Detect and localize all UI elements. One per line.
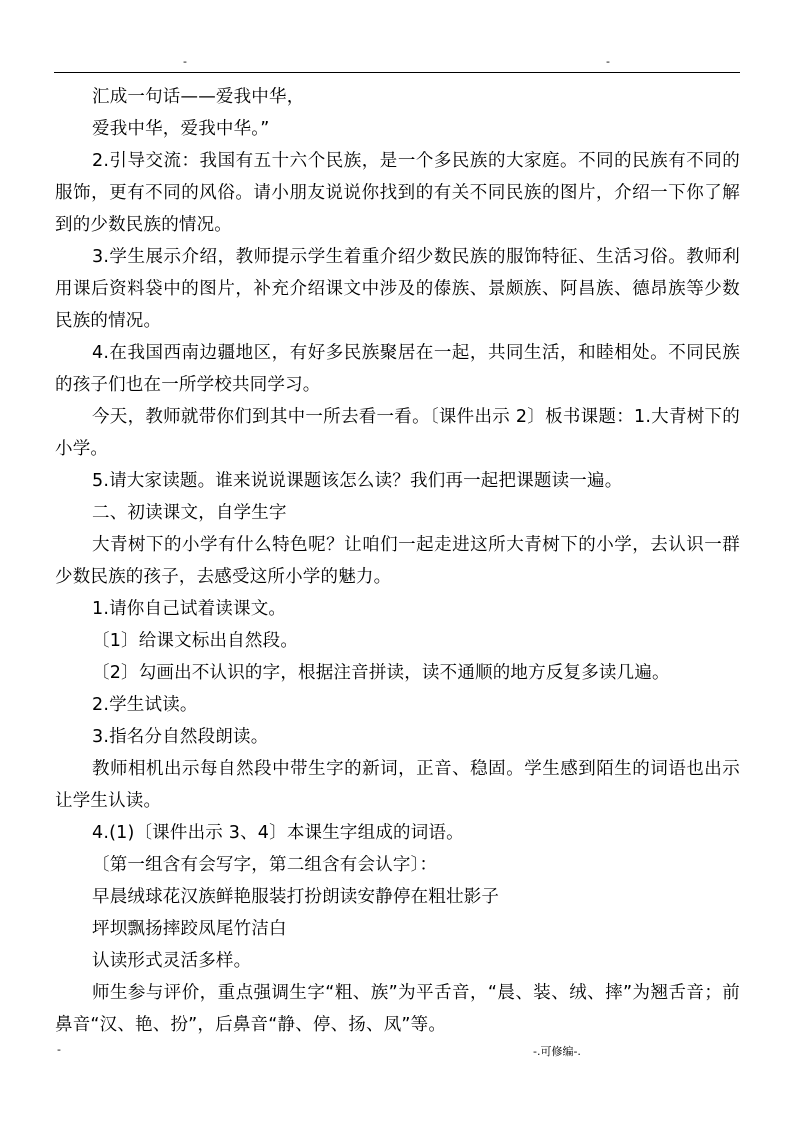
paragraph: 汇成一句话——爱我中华， — [92, 87, 305, 107]
paragraph: 认读形式灵活多样。 — [92, 951, 252, 971]
paragraph: 3.学生展示介绍，教师提示学生着重介绍少数民族的服饰特征、生活习俗。教师利用课后资料袋中的图片，补充介绍课文中涉及的傣族、景颇族、阿昌族、德昂族等少数民族的情况。 — [55, 247, 740, 331]
footer-editable-note: -.可修编-. — [533, 1045, 581, 1058]
paragraph: 1.请你自己试着读课文。 — [92, 599, 287, 619]
header-divider — [54, 72, 740, 73]
paragraph: 〔1〕给课文标出自然段。 — [92, 631, 299, 651]
header-right-mark: - — [606, 55, 610, 68]
word-list: 早晨绒球花汉族鲜艳服装打扮朗读安静停在粗壮影子 — [92, 887, 500, 907]
footer-left-mark: - — [57, 1043, 61, 1056]
section-heading: 二、初读课文，自学生字 — [92, 503, 287, 523]
paragraph: 〔第一组含有会写字，第二组含有会认字〕： — [92, 855, 438, 875]
paragraph: 5.请大家读题。谁来说说课题该怎么读？我们再一起把课题读一遍。 — [92, 471, 623, 491]
paragraph: 教师相机出示每自然段中带生字的新词，正音、稳固。学生感到陌生的词语也出示让学生认读。 — [55, 759, 740, 811]
word-list: 坪坝飘扬摔跤凤尾竹洁白 — [92, 919, 287, 939]
paragraph: 大青树下的小学有什么特色呢？让咱们一起走进这所大青树下的小学，去认识一群少数民族的孩子，去感受这所小学的魅力。 — [55, 535, 740, 587]
paragraph: 4.(1)〔课件出示 3、4〕本课生字组成的词语。 — [92, 823, 464, 843]
paragraph: 师生参与评价，重点强调生字“粗、族”为平舌音，“晨、装、绒、摔”为翘舌音；前鼻音“汉、艳、扮”，后鼻音“静、停、扬、凤”等。 — [55, 983, 740, 1035]
paragraph: 〔2〕勾画出不认识的字，根据注音拼读，读不通顺的地方反复多读几遍。 — [92, 663, 670, 683]
paragraph: 2.学生试读。 — [92, 695, 198, 715]
paragraph: 爱我中华，爱我中华。” — [92, 119, 270, 139]
paragraph: 今天，教师就带你们到其中一所去看一看。〔课件出示 2〕板书课题：1.大青树下的小学。 — [55, 407, 740, 459]
document-body — [55, 81, 740, 1041]
paragraph: 3.指名分自然段朗读。 — [92, 727, 269, 747]
paragraph: 4.在我国西南边疆地区，有好多民族聚居在一起，共同生活，和睦相处。不同民族的孩子们也在一所学校共同学习。 — [55, 343, 740, 395]
header-left-mark: - — [183, 55, 187, 68]
paragraph: 2.引导交流：我国有五十六个民族，是一个多民族的大家庭。不同的民族有不同的服饰，更有不同的风俗。请小朋友说说你找到的有关不同民族的图片，介绍一下你了解到的少数民族的情况。 — [55, 151, 740, 235]
